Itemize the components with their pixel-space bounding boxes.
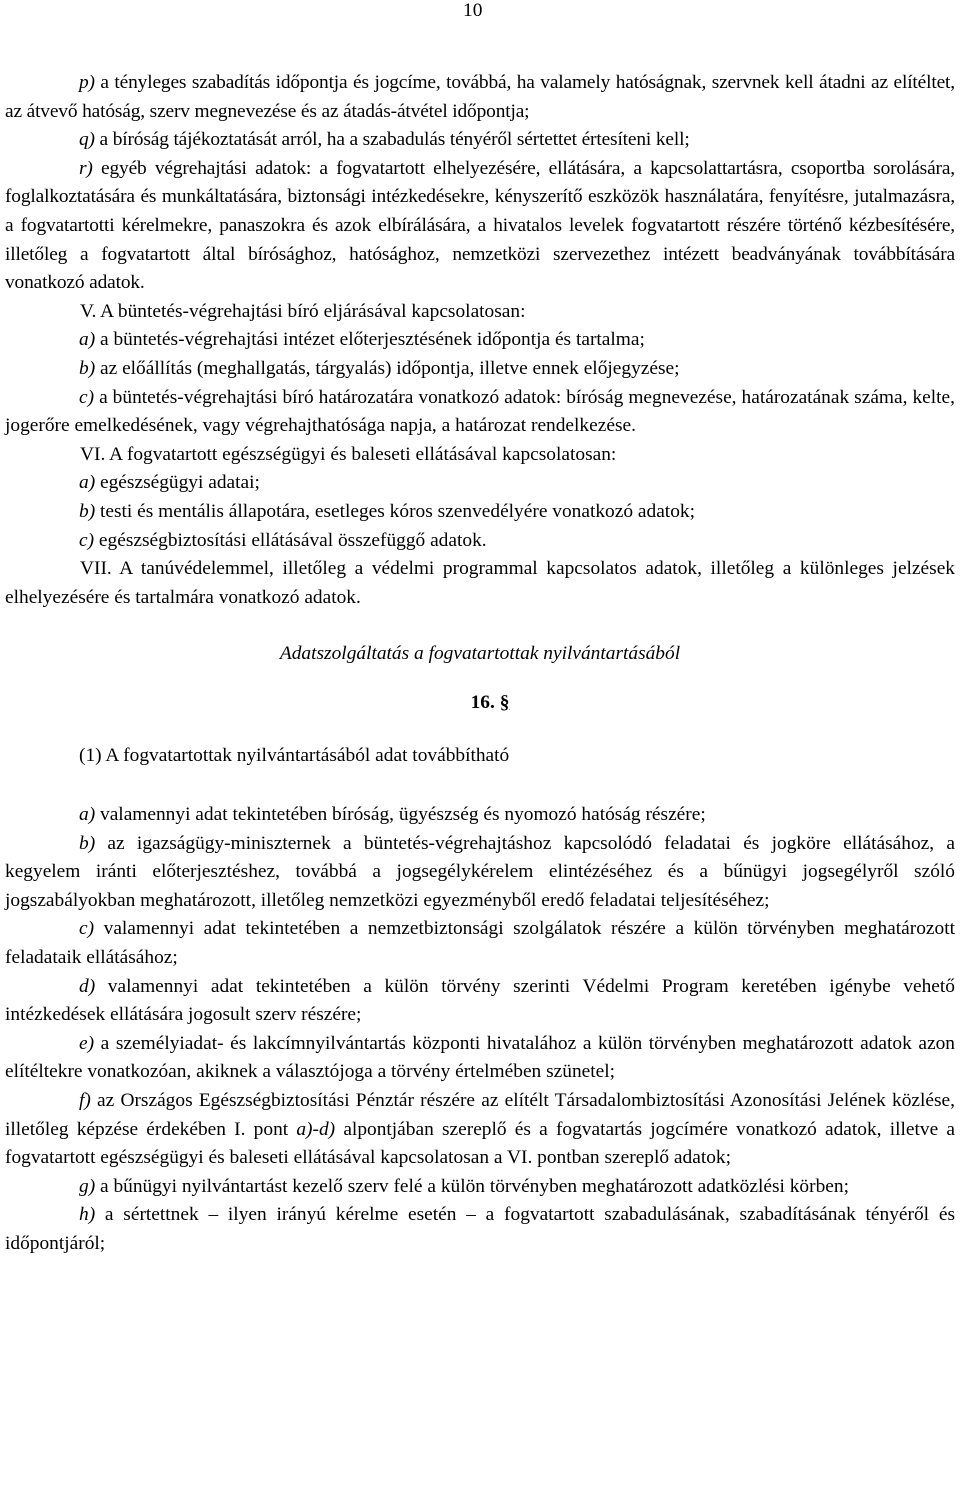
subsection-item-b (5, 830, 955, 916)
item-text: a tényleges szabadítás időpontja és jogcíme, továbbá, ha valamely hatóságnak, szervnek kell átadni az elítéltet, az átvevő hatóság, szerv megnevezése és az átadás-átvétel időpontja; (5, 72, 955, 122)
item-text: a bíróság tájékoztatását arról, ha a szabadulás tényéről sértettet értesíteni kell; (94, 129, 690, 151)
item-text: az előállítás (meghallgatás, tárgyalás) időpontja, illetve ennek előjegyzése; (95, 357, 680, 379)
item-q (5, 126, 955, 155)
subsection-item-g (5, 1173, 955, 1202)
item-text-continued: alpontjában szereplő és a fogvatartás jogcímére vonatkozó adatok, illetve a fogvatartott egészségügyi és baleseti ellátásával kapcsolatosan a VI. pontban szereplő adatok; (5, 1118, 955, 1169)
item-text: testi és mentális állapotára, esetleges kóros szenvedélyére vonatkozó adatok; (95, 500, 695, 522)
subsection-item-f (5, 1087, 955, 1173)
item-text: egészségbiztosítási ellátásával összefüggő adatok. (94, 529, 487, 551)
chapter-vi-title: VI. A fogvatartott egészségügyi és baleseti ellátásával kapcsolatosan: (80, 443, 617, 465)
chapter-v-item-b (5, 355, 955, 384)
chapter-vi-item-a (5, 469, 955, 498)
item-text: egyéb végrehajtási adatok: a fogvatartott elhelyezésére, ellátására, a kapcsolattartásra, csoportba sorolására, foglalkoztatására és munkáltatására, biztonsági intézkedésekre, kényszerítő eszközök használatára, fenyítésre, jutalmazásra, a fogvatartotti kérelmekre, panaszokra és azok elbírálására, a hivatalos levelek fogvatartott részére történő kézbesítésére, illetőleg a fogvatartott által bírósághoz, hatósághoz, nemzetközi szervezethez intézett beadványának továbbítására vonatkozó adatok. (5, 157, 955, 294)
item-text: valamennyi adat tekintetében a nemzetbiztonsági szolgálatok részére a külön törvényben meghatározott feladataik ellátásához; (5, 918, 955, 969)
item-marker: g) (79, 1175, 96, 1197)
subsection-item-e (5, 1030, 955, 1087)
chapter-v-title: V. A büntetés-végrehajtási bíró eljárásával kapcsolatosan: (80, 300, 526, 322)
item-marker: a) (79, 472, 96, 494)
item-text: a sértettnek – ilyen irányú kérelme esetén – a fogvatartott szabadulásának, szabadításának tényéről és időpontjáról; (5, 1204, 955, 1254)
item-marker: b) (79, 357, 96, 379)
section-sign: § (499, 691, 510, 713)
item-marker: a) (79, 804, 96, 826)
item-marker: a) (79, 329, 96, 351)
page-number: 10 (463, 0, 483, 21)
subsection-item-d (5, 973, 955, 1030)
item-marker: p) (79, 72, 95, 93)
section-heading: Adatszolgáltatás a fogvatartottak nyilvántartásából (279, 643, 681, 665)
item-text: valamennyi adat tekintetében a külön törvény szerinti Védelmi Program keretében igénybe vehető intézkedések ellátására jogosult szerv részére; (5, 975, 955, 1026)
chapter-vi-item-c (5, 527, 955, 556)
chapter-vii-title: VII. A tanúvédelemmel, illetőleg a védelmi programmal kapcsolatos adatok, illetőleg a különleges jelzések elhelyezésére és tartalmára vonatkozó adatok. (5, 558, 955, 608)
item-marker: r) (79, 157, 93, 179)
item-text: az Országos Egészségbiztosítási Pénztár részére az elítélt Társadalombiztosítási Azonosítási Jelének közlése, illetőleg képzése érdekében I. pont (5, 1090, 955, 1140)
subsection-item-h (5, 1201, 955, 1258)
chapter-v-item-c (5, 384, 955, 441)
item-marker: c) (79, 918, 95, 940)
item-marker-inline: a)-d) (296, 1118, 336, 1140)
item-marker: c) (79, 529, 95, 551)
item-r (5, 155, 955, 298)
item-marker: b) (79, 500, 96, 522)
section-number (5, 689, 955, 718)
section-number-value: 16. (470, 691, 495, 713)
subsection-item-a (5, 801, 955, 830)
item-text: a büntetés-végrehajtási intézet előterjesztésének időpontja és tartalma; (95, 329, 645, 351)
chapter-v-item-a (5, 326, 955, 355)
item-text: a személyiadat- és lakcímnyilvántartás központi hivatalához a külön törvényben meghatározott adatok azon elítéltekre vonatkozóan, akiknek a választójoga a törvény értelmében szünetel; (5, 1032, 955, 1083)
item-text: a bűnügyi nyilvántartást kezelő szerv felé a külön törvényben meghatározott adatközlési körben; (95, 1175, 849, 1197)
item-marker: d) (79, 975, 96, 997)
item-text: a büntetés-végrehajtási bíró határozatára vonatkozó adatok: bíróság megnevezése, határozatának száma, kelte, jogerőre emelkedésének, vagy végrehajthatósága napja, a határozat rendelkezése. (5, 386, 955, 437)
item-text: egészségügyi adatai; (95, 472, 260, 494)
item-marker: h) (79, 1204, 96, 1226)
item-marker: c) (79, 386, 95, 408)
item-marker: b) (79, 832, 96, 854)
chapter-vi-item-b (5, 498, 955, 527)
subsection-intro: (1) A fogvatartottak nyilvántartásából adat továbbítható (79, 745, 510, 767)
item-marker: q) (79, 129, 95, 151)
item-text: valamennyi adat tekintetében bíróság, ügyészség és nyomozó hatóság részére; (95, 804, 706, 826)
item-marker: e) (79, 1032, 95, 1054)
item-p (5, 69, 955, 126)
item-text: az igazságügy-miniszternek a büntetés-végrehajtáshoz kapcsolódó feladatai és jogköre ellátásához, a kegyelem iránti előterjesztéshez, továbbá a jogsegélykérelem elintézéséhez és a bűnügyi jogsegélyről szóló jogszabályokban meghatározott, illetőleg nemzetközi egyezményből eredő feladatai teljesítéséhez; (5, 832, 955, 911)
item-marker: f) (79, 1090, 91, 1111)
document-body (5, 69, 955, 1259)
subsection-item-c (5, 915, 955, 972)
